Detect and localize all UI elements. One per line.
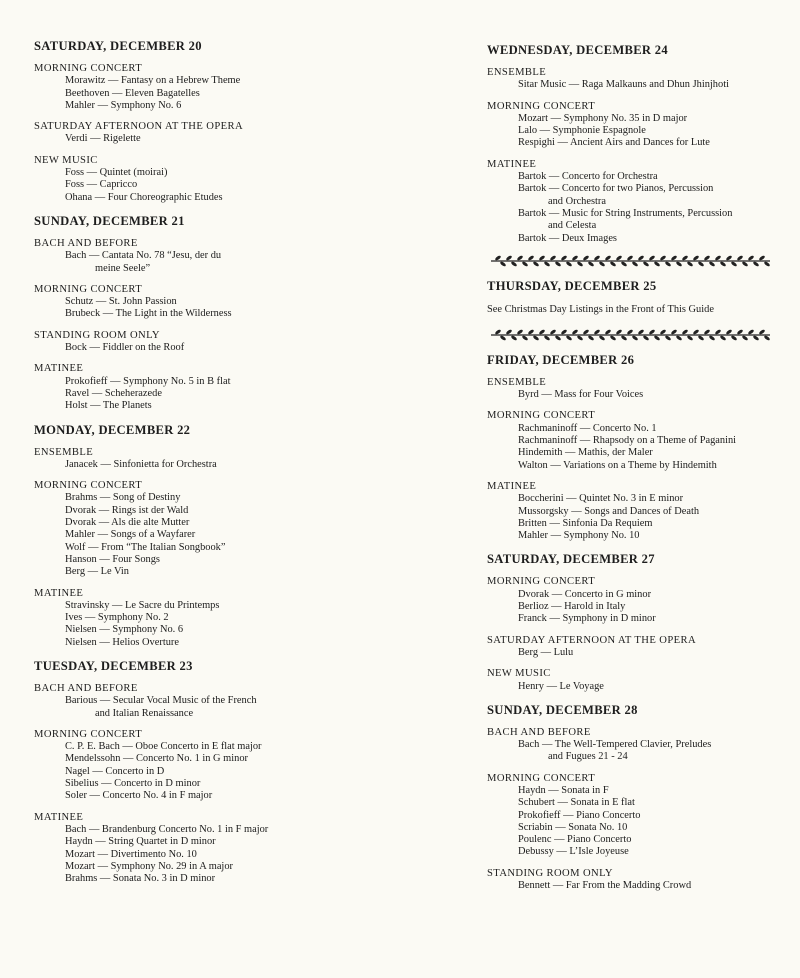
program-title: MORNING CONCERT [487, 772, 596, 784]
program-item-text: Schutz — St. John Passion [65, 296, 177, 308]
day-block [487, 278, 787, 316]
program-title: MORNING CONCERT [34, 728, 143, 740]
program-item-text: Berg — Lulu [518, 646, 574, 658]
program-item [487, 846, 787, 858]
day-block [487, 42, 787, 245]
program-section [487, 668, 787, 693]
program-item-text: Soler — Concerto No. 4 in F major [65, 790, 213, 802]
program-item-text: Brahms — Song of Destiny [65, 492, 181, 504]
program-item-continuation: meine Seele” [95, 262, 151, 274]
program-title: ENSEMBLE [34, 446, 94, 458]
program-item-text: Boccherini — Quintet No. 3 in E minor [518, 493, 684, 505]
program-item [34, 790, 414, 802]
day-note: See Christmas Day Listings in the Front of This Guide [487, 303, 714, 315]
program-item [487, 389, 787, 401]
program-title: MATINEE [487, 158, 537, 170]
program-item [487, 739, 787, 764]
program-item-text: Holst — The Planets [65, 400, 152, 412]
program-item-text: Mendelssohn — Concerto No. 1 in G minor [65, 753, 248, 765]
program-item-text: Foss — Capricco [65, 179, 138, 191]
day-title: SUNDAY, DECEMBER 21 [34, 213, 185, 228]
program-item [34, 308, 414, 320]
program-item-text: Debussy — L’Isle Joyeuse [518, 846, 629, 858]
day-title: SUNDAY, DECEMBER 28 [487, 702, 638, 717]
program-item-continuation: and Fugues 21 - 24 [548, 751, 628, 763]
program-section [34, 63, 414, 112]
program-item-text: Wolf — From “The Italian Songbook” [65, 541, 226, 553]
program-item [487, 810, 787, 822]
program-item [34, 342, 414, 354]
program-item [34, 492, 414, 504]
day-title: THURSDAY, DECEMBER 25 [487, 278, 657, 293]
right-column [487, 0, 787, 901]
program-item-text: Bartok — Concerto for Orchestra [518, 171, 658, 183]
program-item-text: Bartok — Concerto for two Pianos, Percussion [518, 183, 714, 195]
program-title: MATINEE [34, 587, 84, 599]
program-item-text: Brubeck — The Light in the Wilderness [65, 308, 232, 320]
program-item [487, 79, 787, 91]
program-title: MATINEE [34, 811, 84, 823]
program-item [487, 493, 787, 505]
program-item [34, 861, 414, 873]
program-item [487, 113, 787, 125]
program-item [34, 542, 414, 554]
program-title: SATURDAY AFTERNOON AT THE OPERA [487, 634, 697, 646]
program-section [34, 683, 414, 720]
program-item [487, 822, 787, 834]
program-item-continuation: and Italian Renaissance [95, 707, 194, 719]
program-item [487, 601, 787, 613]
program-item-text: Nagel — Concerto in D [65, 765, 165, 777]
program-section [487, 67, 787, 92]
program-item-text: Haydn — String Quartet in D minor [65, 836, 216, 848]
program-title: MATINEE [34, 363, 84, 375]
program-title: BACH AND BEFORE [34, 682, 138, 694]
program-section [487, 101, 787, 150]
program-item-text: Bennett — Far From the Madding Crowd [518, 880, 692, 892]
program-item-text: Bock — Fiddler on the Roof [65, 342, 185, 354]
program-item [487, 880, 787, 892]
program-item [487, 460, 787, 472]
day-block [34, 422, 414, 649]
program-item-text: Hindemith — Mathis, der Maler [518, 447, 653, 459]
program-section [487, 773, 787, 859]
program-item-text: Morawitz — Fantasy on a Hebrew Theme [65, 75, 241, 87]
left-column [34, 0, 414, 894]
program-item-text: Ives — Symphony No. 2 [65, 612, 169, 624]
program-item [34, 179, 414, 191]
program-item-text: Scriabin — Sonata No. 10 [518, 821, 628, 833]
day-block [34, 38, 414, 204]
program-item-text: Mahler — Songs of a Wayfarer [65, 529, 196, 541]
program-item-text: C. P. E. Bach — Oboe Concerto in E flat major [65, 741, 262, 753]
program-title: NEW MUSIC [487, 668, 551, 680]
program-item [34, 778, 414, 790]
program-item-text: Lalo — Symphonie Espagnole [518, 125, 646, 137]
program-item [487, 435, 787, 447]
program-item-text: Sibelius — Concerto in D minor [65, 778, 201, 790]
program-section [487, 576, 787, 625]
program-item [487, 423, 787, 435]
program-item-text: Beethoven — Eleven Bagatelles [65, 87, 200, 99]
program-item-text: Rachmaninoff — Rhapsody on a Theme of Paganini [518, 435, 737, 447]
program-item [487, 530, 787, 542]
program-item-text: Bach — Cantata No. 78 “Jesu, der du [65, 250, 222, 262]
program-item [487, 797, 787, 809]
program-title: STANDING ROOM ONLY [34, 329, 160, 341]
program-section [34, 812, 414, 886]
program-item-text: Britten — Sinfonia Da Requiem [518, 517, 653, 529]
program-item [34, 873, 414, 885]
program-title: MORNING CONCERT [487, 576, 596, 588]
program-item [34, 133, 414, 145]
program-section [34, 155, 414, 204]
program-item [487, 613, 787, 625]
program-item [34, 459, 414, 471]
program-item-text: Barious — Secular Vocal Music of the French [65, 695, 257, 707]
day-block [487, 702, 787, 893]
program-title: BACH AND BEFORE [487, 726, 591, 738]
day-block [487, 551, 787, 692]
program-item-text: Respighi — Ancient Airs and Dances for Lute [518, 137, 710, 149]
program-section [34, 363, 414, 412]
program-item [34, 388, 414, 400]
program-item [487, 834, 787, 846]
program-title: MORNING CONCERT [34, 480, 143, 492]
day-block [487, 352, 787, 543]
program-item-text: Berg — Le Vin [65, 566, 129, 578]
program-title: BACH AND BEFORE [34, 237, 138, 249]
program-item-text: Bartok — Deux Images [518, 232, 617, 244]
vine-ornament-divider [489, 328, 772, 342]
program-item-text: Mahler — Symphony No. 6 [65, 99, 182, 111]
program-section [34, 588, 414, 649]
program-item [34, 88, 414, 100]
program-item-text: Dvorak — Concerto in G minor [518, 588, 652, 600]
program-title: MATINEE [487, 480, 537, 492]
program-section [487, 481, 787, 542]
program-item-text: Stravinsky — Le Sacre du Printemps [65, 599, 220, 611]
day-title: WEDNESDAY, DECEMBER 24 [487, 43, 668, 57]
program-title: ENSEMBLE [487, 67, 547, 78]
program-item-text: Byrd — Mass for Four Voices [518, 389, 644, 401]
program-section [487, 410, 787, 471]
program-item-text: Dvorak — Rings ist der Wald [65, 504, 189, 516]
program-item-text: Bach — Brandenburg Concerto No. 1 in F major [65, 823, 269, 835]
program-item [34, 192, 414, 204]
program-section [487, 159, 787, 245]
program-item-text: Ravel — Scheherazede [65, 387, 162, 399]
day-block [34, 213, 414, 413]
program-item-text: Nielsen — Helios Overture [65, 636, 179, 648]
program-item [34, 250, 414, 275]
day-title: SATURDAY, DECEMBER 27 [487, 552, 655, 567]
program-item [34, 600, 414, 612]
program-title: STANDING ROOM ONLY [487, 867, 613, 879]
program-item-text: Rachmaninoff — Concerto No. 1 [518, 422, 657, 434]
day-title: MONDAY, DECEMBER 22 [34, 422, 191, 437]
program-item [34, 695, 414, 720]
program-item [34, 753, 414, 765]
program-item [487, 125, 787, 137]
program-title: ENSEMBLE [487, 376, 547, 388]
program-item-text: Prokofieff — Piano Concerto [518, 809, 641, 821]
program-item [487, 647, 787, 659]
program-item-continuation: and Orchestra [548, 195, 606, 207]
program-item [34, 517, 414, 529]
program-item-text: Bartok — Music for String Instruments, Percussion [518, 207, 733, 219]
day-title: TUESDAY, DECEMBER 23 [34, 658, 193, 673]
program-item-text: Mussorgsky — Songs and Dances of Death [518, 505, 700, 517]
program-item-text: Mahler — Symphony No. 10 [518, 530, 640, 542]
program-item [34, 637, 414, 649]
program-item [487, 233, 787, 245]
program-item-text: Franck — Symphony in D minor [518, 613, 656, 625]
program-item-text: Dvorak — Als die alte Mutter [65, 517, 190, 529]
program-item-text: Mozart — Symphony No. 35 in D major [518, 112, 688, 124]
program-section [34, 330, 414, 355]
program-item [34, 612, 414, 624]
program-section [487, 377, 787, 402]
program-title: NEW MUSIC [34, 154, 98, 166]
program-item-text: Mozart — Divertimento No. 10 [65, 848, 197, 860]
program-item [34, 741, 414, 753]
program-item [487, 183, 787, 208]
program-item-continuation: and Celesta [548, 220, 597, 232]
program-section [487, 727, 787, 764]
program-item [34, 824, 414, 836]
program-item [34, 400, 414, 412]
program-item-text: Hanson — Four Songs [65, 553, 160, 565]
program-item [34, 624, 414, 636]
program-item-text: Mozart — Symphony No. 29 in A major [65, 860, 233, 872]
program-section [34, 447, 414, 472]
program-title: MORNING CONCERT [487, 410, 596, 422]
program-item [34, 766, 414, 778]
program-item-text: Walton — Variations on a Theme by Hindemith [518, 459, 717, 471]
program-title: MORNING CONCERT [34, 63, 143, 74]
program-item-text: Henry — Le Voyage [518, 680, 604, 692]
program-item [487, 681, 787, 693]
program-item [34, 849, 414, 861]
program-item [487, 137, 787, 149]
program-item [487, 171, 787, 183]
program-item-text: Schubert — Sonata in E flat [518, 797, 635, 809]
program-item [34, 836, 414, 848]
program-item-text: Nielsen — Symphony No. 6 [65, 624, 184, 636]
program-item [487, 506, 787, 518]
program-title: MORNING CONCERT [487, 100, 596, 112]
program-item [34, 376, 414, 388]
program-section [34, 121, 414, 146]
program-section [487, 868, 787, 893]
program-item [487, 589, 787, 601]
program-item-text: Haydn — Sonata in F [518, 784, 609, 796]
program-item [487, 518, 787, 530]
program-item-text: Foss — Quintet (moirai) [65, 167, 168, 179]
program-item [34, 566, 414, 578]
program-section [34, 238, 414, 275]
program-item [34, 529, 414, 541]
program-item [487, 447, 787, 459]
program-item-text: Poulenc — Piano Concerto [518, 834, 632, 846]
program-item [34, 554, 414, 566]
program-item [34, 296, 414, 308]
program-item [34, 167, 414, 179]
program-item [34, 75, 414, 87]
program-item [487, 208, 787, 233]
program-title: SATURDAY AFTERNOON AT THE OPERA [34, 121, 244, 133]
day-title: FRIDAY, DECEMBER 26 [487, 352, 635, 367]
program-item-text: Brahms — Sonata No. 3 in D minor [65, 873, 216, 885]
program-item [34, 100, 414, 112]
program-item-text: Ohana — Four Choreographic Etudes [65, 191, 223, 203]
vine-ornament-divider [489, 254, 772, 268]
program-title: MORNING CONCERT [34, 283, 143, 295]
program-section [34, 480, 414, 578]
day-title: SATURDAY, DECEMBER 20 [34, 39, 202, 53]
program-item-text: Prokofieff — Symphony No. 5 in B flat [65, 375, 231, 387]
program-item [487, 785, 787, 797]
program-item-text: Bach — The Well-Tempered Clavier, Preludes [518, 739, 712, 751]
day-block [34, 658, 414, 885]
program-section [487, 635, 787, 660]
program-section [34, 729, 414, 803]
program-item-text: Sitar Music — Raga Malkauns and Dhun Jhinjhoti [518, 79, 729, 91]
program-item-text: Janacek — Sinfonietta for Orchestra [65, 458, 217, 470]
program-item [34, 505, 414, 517]
program-item-text: Verdi — Rigelette [65, 133, 141, 145]
program-item-text: Berlioz — Harold in Italy [518, 601, 626, 613]
program-section [34, 284, 414, 321]
